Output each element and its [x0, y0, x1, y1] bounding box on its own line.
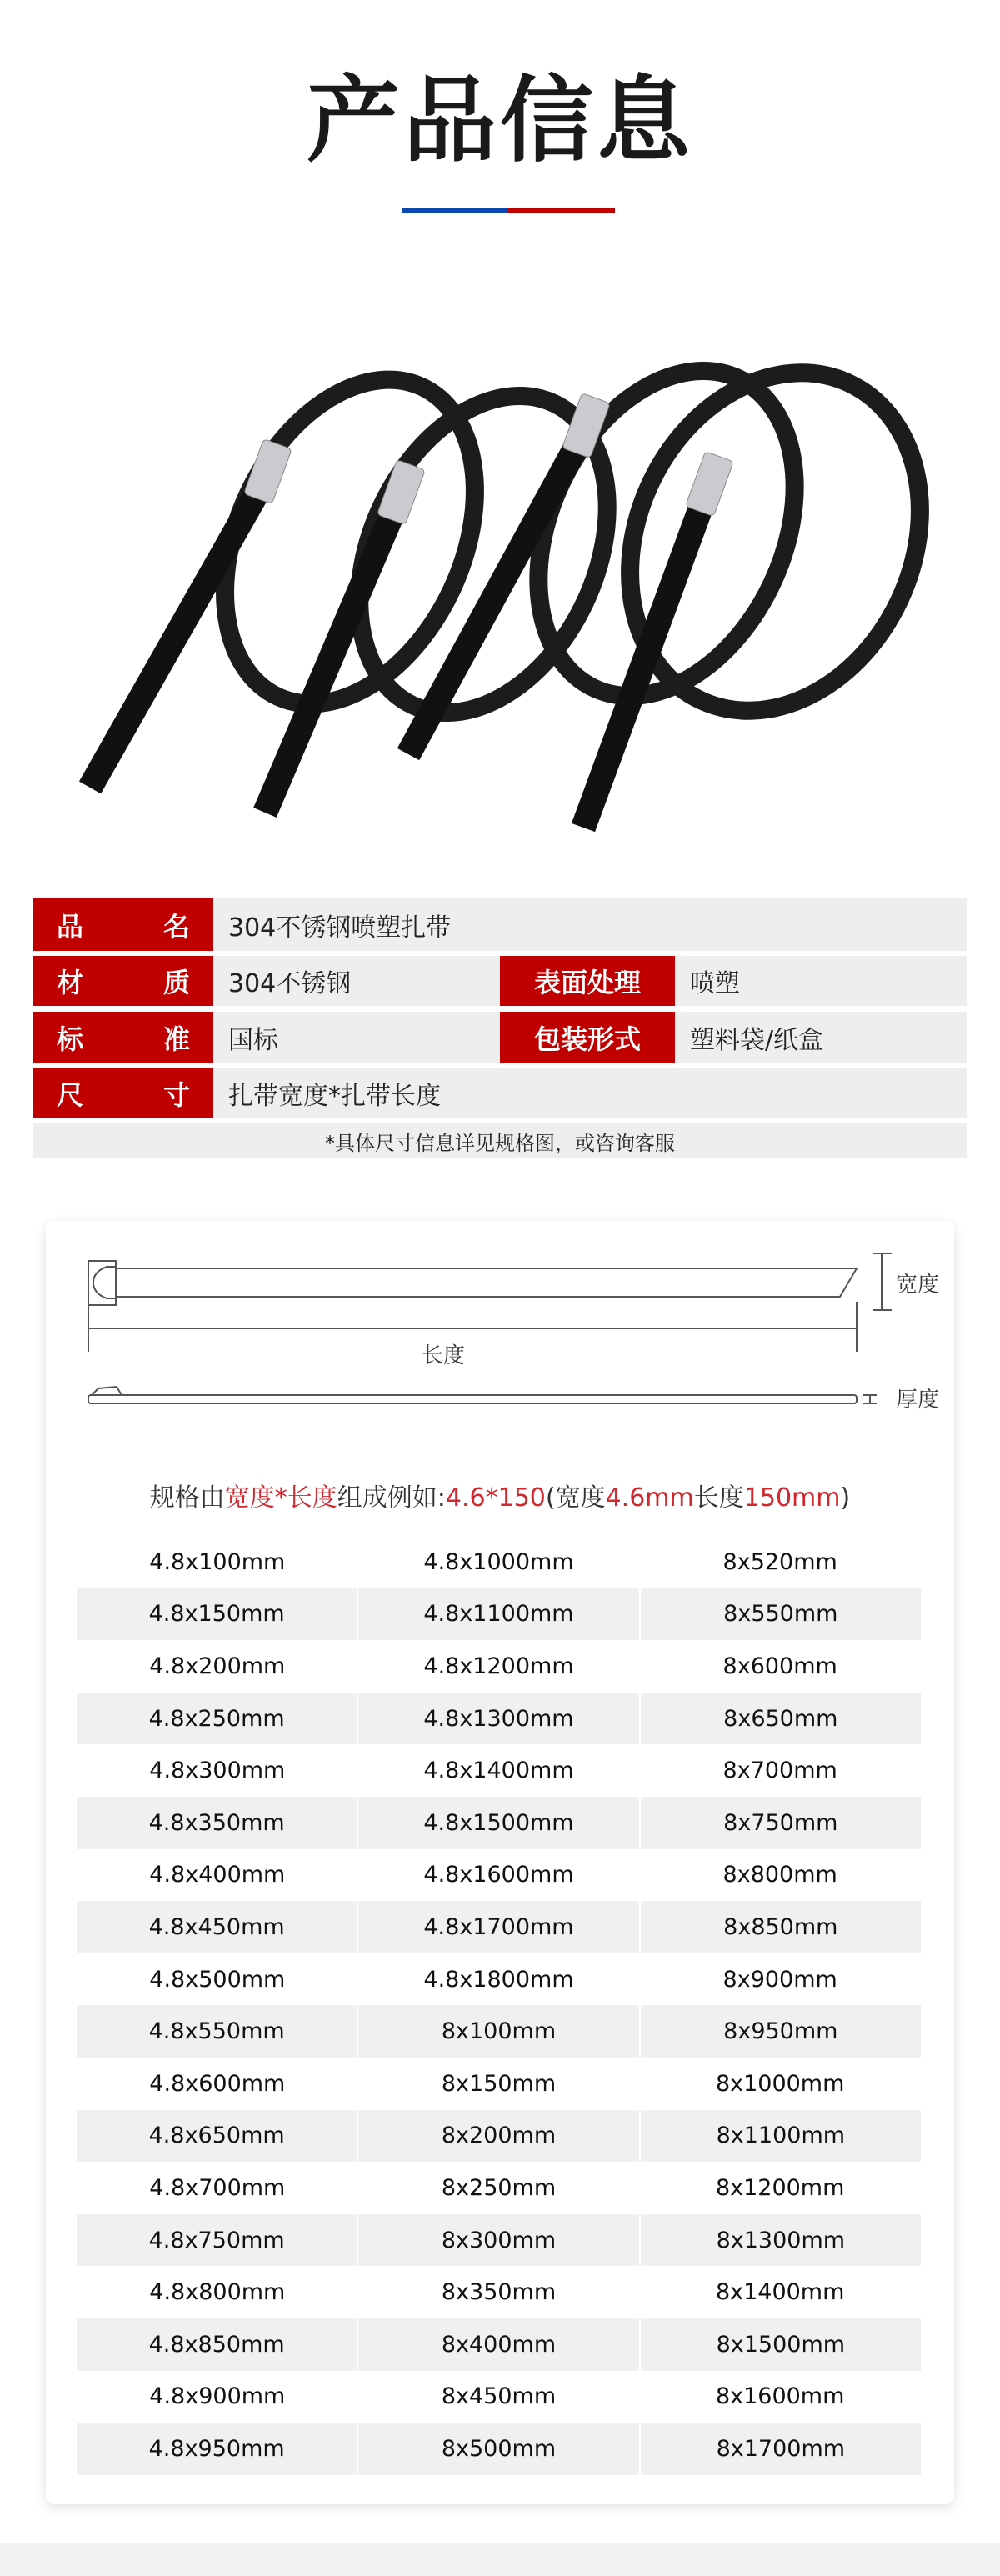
spec-cell: 8x250mm — [441, 2174, 557, 2201]
spec-row — [77, 2162, 921, 2214]
formula-text: 长度 — [693, 1483, 744, 1513]
spec-cell: 4.8x950mm — [148, 2435, 285, 2462]
dimension-diagram — [0, 1217, 1000, 1433]
spec-cell: 8x100mm — [357, 2005, 638, 2058]
info-row-standard — [33, 1012, 967, 1063]
spec-cell: 8x350mm — [441, 2279, 557, 2306]
spec-cell: 8x450mm — [441, 2383, 557, 2410]
spec-cell: 4.8x250mm — [148, 1705, 285, 1732]
spec-cell: 4.8x1800mm — [423, 1966, 574, 1993]
spec-row — [77, 2214, 921, 2267]
label: 材 — [57, 967, 84, 998]
surface-value: 喷塑 — [690, 969, 740, 998]
label: 质 — [162, 967, 190, 998]
spec-row — [77, 2371, 921, 2423]
spec-row — [77, 2005, 921, 2058]
spec-cell: 8x1300mm — [639, 2214, 921, 2267]
spec-cell: 4.8x300mm — [149, 1758, 286, 1784]
spec-cell: 8x750mm — [639, 1797, 921, 1849]
title-underline — [402, 208, 615, 213]
spec-cell: 4.8x1400mm — [423, 1758, 574, 1784]
packaging-label: 包装形式 — [500, 1012, 675, 1063]
spec-cell: 4.8x1000mm — [423, 1548, 574, 1575]
info-row-name — [33, 898, 967, 951]
spec-cell: 8x850mm — [639, 1901, 921, 1953]
spec-cell: 8x700mm — [722, 1758, 838, 1784]
spec-row — [77, 1744, 921, 1797]
spec-cell: 4.8x750mm — [148, 2227, 285, 2253]
formula-highlight: 宽度*长度 — [224, 1483, 338, 1513]
product-name-value: 304不锈钢喷塑扎带 — [228, 913, 452, 943]
spec-cell: 4.8x1600mm — [423, 1862, 574, 1888]
spec-row — [77, 1953, 921, 2006]
spec-row — [77, 2318, 921, 2371]
spec-cell: 4.8x550mm — [148, 2018, 285, 2045]
spec-cell: 4.8x850mm — [148, 2331, 285, 2358]
label: 标 — [57, 1023, 84, 1055]
size-note: *具体尺寸信息详见规格图，或咨询客服 — [33, 1123, 967, 1158]
formula-text: 规格由 — [149, 1483, 225, 1513]
spec-cell: 4.8x600mm — [149, 2070, 286, 2097]
spec-cell: 8x1700mm — [639, 2423, 921, 2475]
spec-cell: 8x800mm — [722, 1862, 838, 1888]
spec-cell: 4.8x100mm — [149, 1548, 286, 1575]
spec-row — [77, 1901, 921, 1953]
spec-row — [77, 1693, 921, 1745]
spec-cell: 8x550mm — [639, 1588, 921, 1641]
spec-cell: 8x500mm — [357, 2423, 638, 2475]
length-label: 长度 — [422, 1343, 466, 1368]
spec-cell: 8x1000mm — [715, 2070, 845, 2097]
formula-text: ) — [840, 1483, 851, 1513]
spec-cell: 8x1100mm — [639, 2110, 921, 2163]
surface-label: 表面处理 — [500, 956, 675, 1006]
spec-cell: 4.8x1100mm — [357, 1588, 638, 1641]
spec-cell: 8x400mm — [357, 2318, 638, 2371]
spec-row — [77, 2110, 921, 2163]
label: 寸 — [162, 1078, 190, 1111]
spec-row — [77, 1536, 921, 1588]
spec-row — [77, 2266, 921, 2318]
spec-cell: 4.8x450mm — [148, 1913, 285, 1940]
info-row-material — [33, 956, 967, 1006]
material-value: 304不锈钢 — [228, 969, 352, 998]
spec-cell: 4.8x800mm — [149, 2279, 286, 2306]
buckle — [686, 452, 734, 517]
cable-ties-product-image — [50, 317, 950, 858]
spec-cell: 4.8x150mm — [148, 1601, 285, 1628]
spec-cell: 4.8x1700mm — [357, 1901, 638, 1953]
spec-formula — [0, 1477, 1000, 1513]
spec-cell: 4.8x1500mm — [357, 1797, 638, 1849]
spec-cell: 8x1600mm — [715, 2383, 845, 2410]
formula-text: (宽度 — [545, 1483, 606, 1513]
formula-highlight: 4.6mm — [605, 1483, 694, 1513]
spec-cell: 4.8x650mm — [148, 2123, 285, 2149]
spec-row — [77, 1797, 921, 1849]
spec-row — [77, 1588, 921, 1641]
spec-row — [77, 1849, 921, 1902]
label: 尺 — [57, 1078, 84, 1111]
spec-cell: 8x200mm — [357, 2110, 638, 2163]
formula-text: 组成例如: — [337, 1483, 446, 1513]
formula-highlight: 150mm — [743, 1483, 841, 1513]
spec-cell: 8x1400mm — [715, 2279, 845, 2306]
spec-row — [77, 2423, 921, 2475]
spec-table — [77, 1536, 921, 2475]
spec-cell: 4.8x350mm — [148, 1809, 285, 1836]
spec-cell: 8x300mm — [357, 2214, 638, 2267]
label: 准 — [162, 1023, 190, 1055]
label: 品 — [57, 910, 84, 943]
spec-row — [77, 2058, 921, 2110]
spec-cell: 4.8x700mm — [149, 2174, 286, 2201]
spec-cell: 4.8x1300mm — [357, 1693, 638, 1745]
info-row-size — [33, 1068, 967, 1118]
page-title: 产品信息 — [307, 67, 693, 175]
label: 名 — [162, 910, 190, 943]
width-label: 宽度 — [896, 1273, 940, 1298]
spec-cell: 8x600mm — [722, 1653, 838, 1679]
packaging-value: 塑料袋/纸盒 — [690, 1025, 824, 1055]
spec-row — [77, 1640, 921, 1693]
spec-cell: 8x650mm — [639, 1693, 921, 1745]
standard-value: 国标 — [228, 1025, 278, 1055]
spec-cell: 8x1200mm — [715, 2174, 845, 2201]
spec-cell: 4.8x400mm — [149, 1862, 286, 1888]
footer-bar — [0, 2543, 1000, 2576]
size-value: 扎带宽度*扎带长度 — [228, 1081, 441, 1111]
spec-cell: 8x520mm — [722, 1548, 838, 1575]
spec-cell: 8x950mm — [639, 2005, 921, 2058]
spec-cell: 8x900mm — [722, 1966, 838, 1993]
spec-cell: 4.8x900mm — [149, 2383, 286, 2410]
formula-highlight: 4.6*150 — [445, 1483, 546, 1513]
spec-cell: 8x1500mm — [639, 2318, 921, 2371]
spec-cell: 8x150mm — [441, 2070, 557, 2097]
spec-cell: 4.8x200mm — [149, 1653, 286, 1679]
spec-cell: 4.8x500mm — [149, 1966, 286, 1993]
spec-cell: 4.8x1200mm — [423, 1653, 574, 1679]
thickness-label: 厚度 — [896, 1388, 940, 1413]
